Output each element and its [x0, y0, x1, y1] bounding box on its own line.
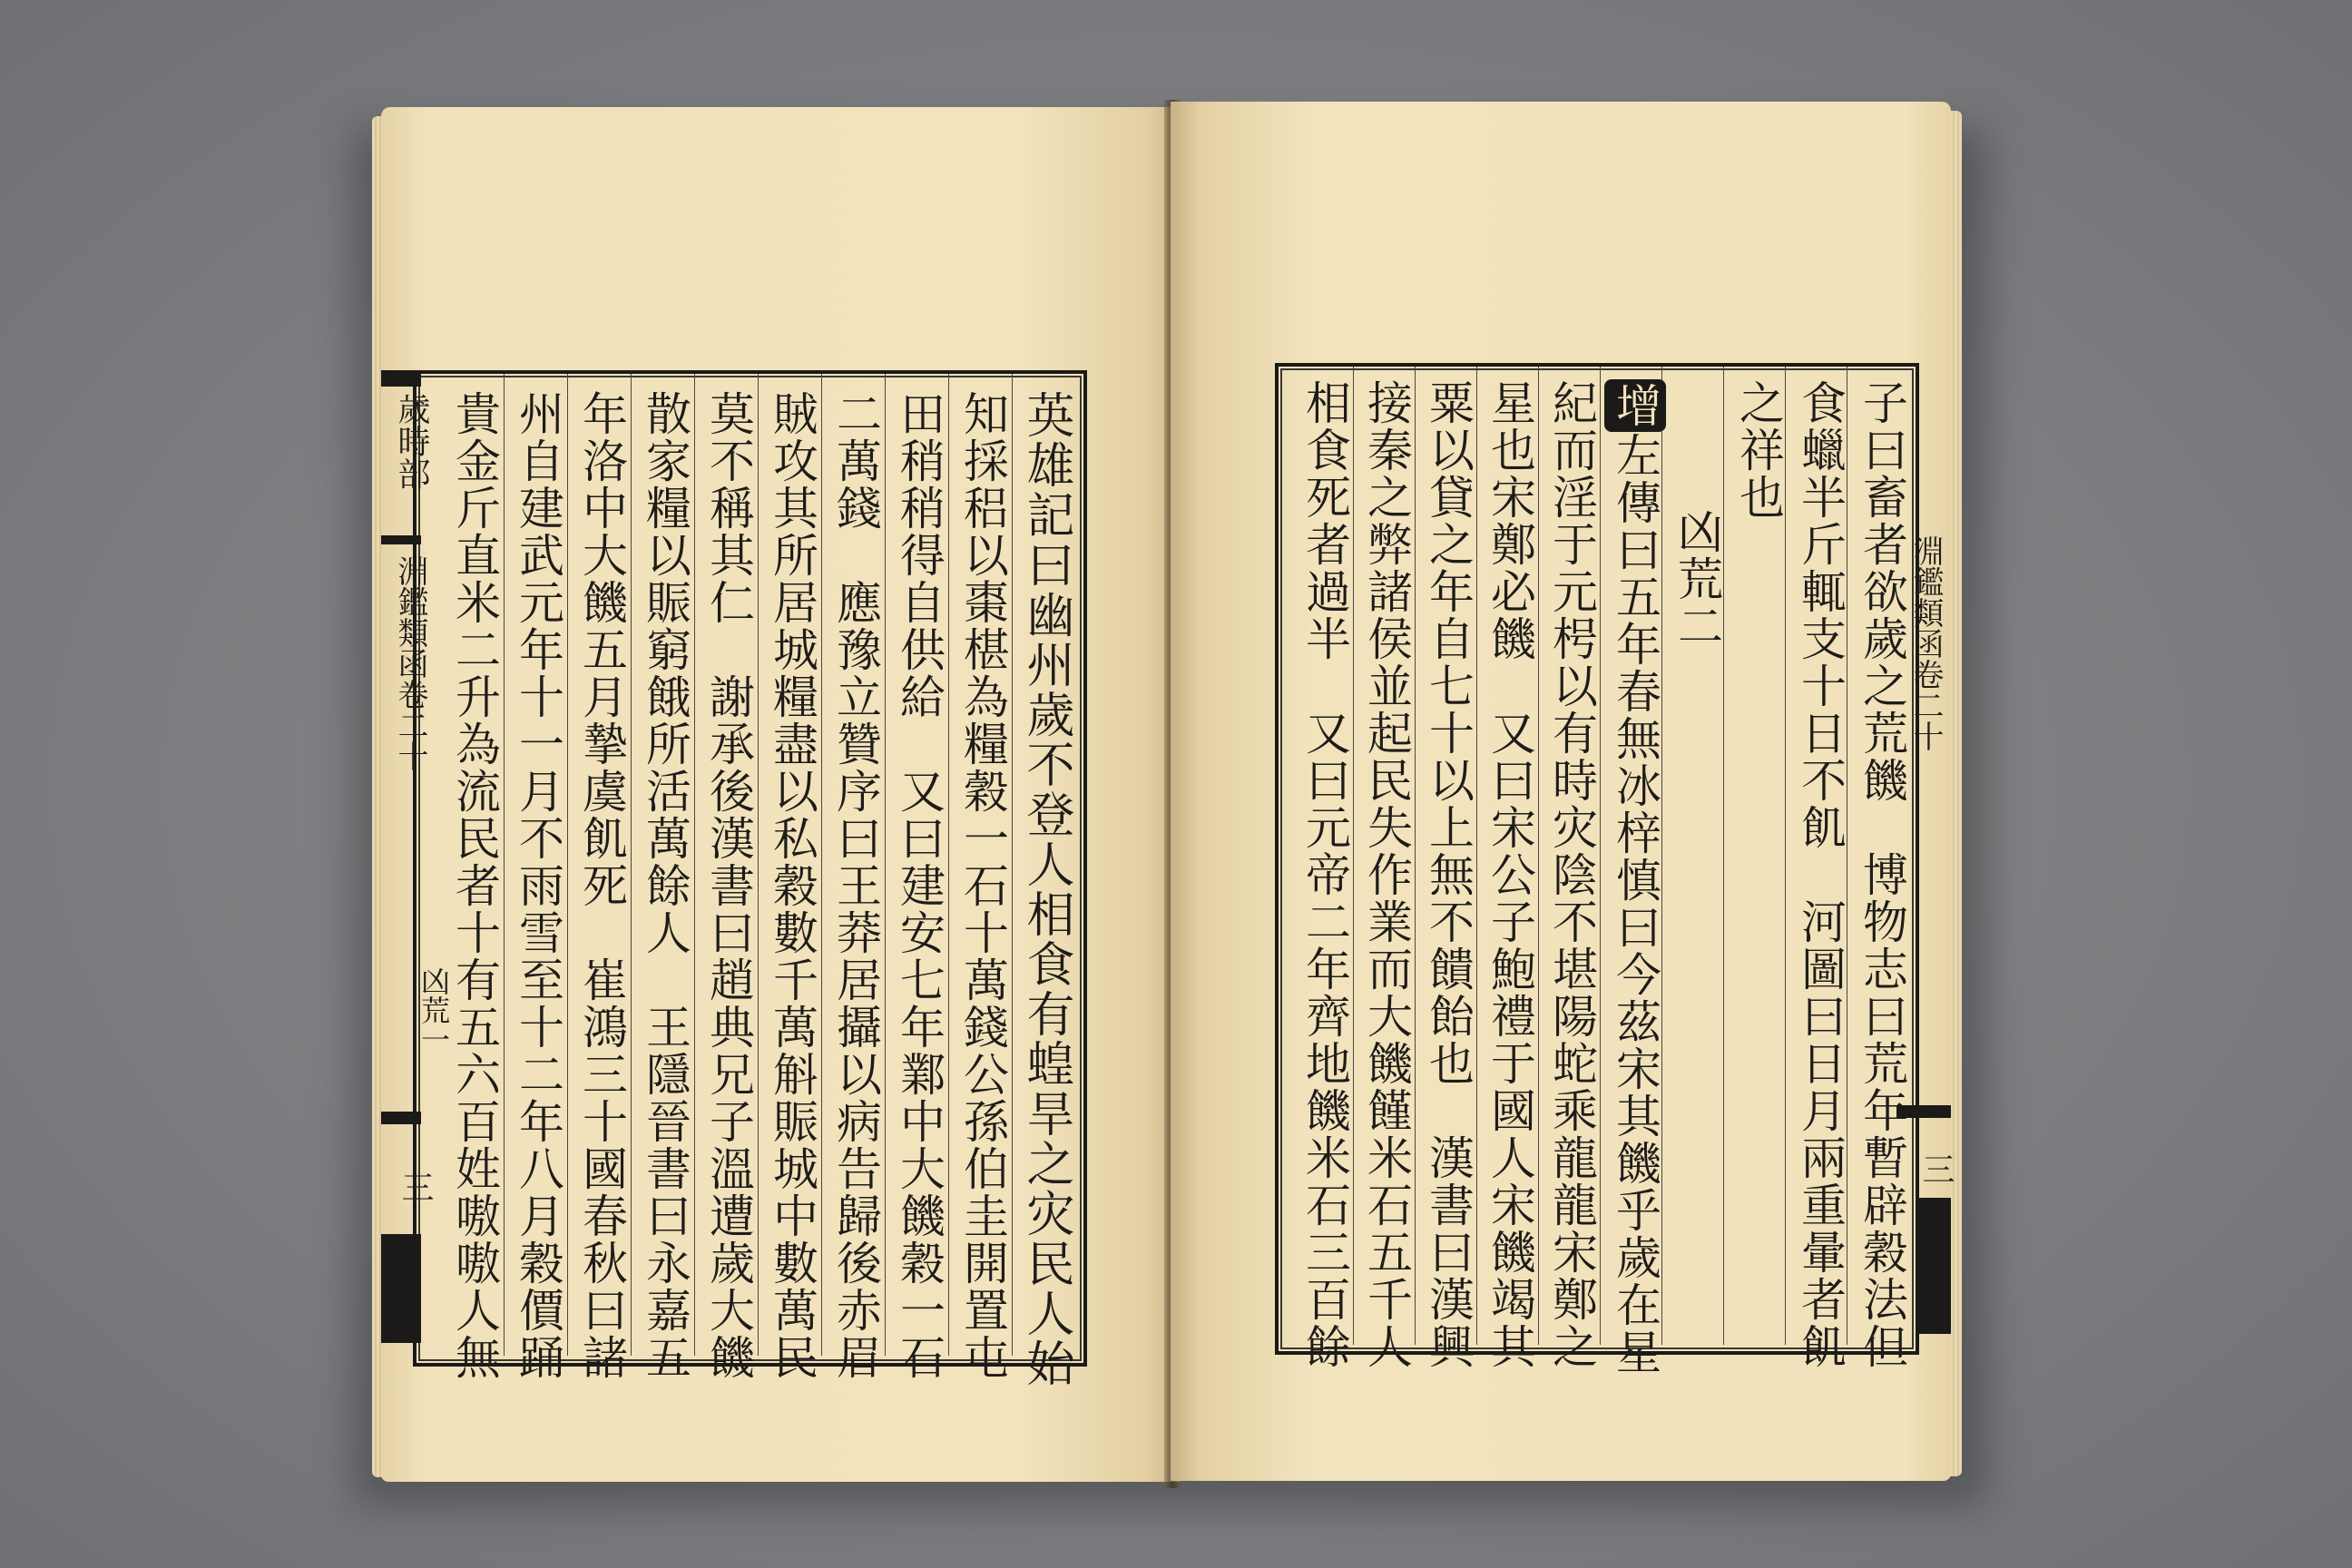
- left-text-column-4: 二萬錢 應豫立贊序曰王莽居攝以病告歸後赤眉: [829, 390, 882, 1381]
- left-text-column-9: 州自建武元年十一月不雨雪至十二年八月穀價踊: [512, 390, 564, 1381]
- left-fishtail-divider: [381, 535, 421, 544]
- right-section-heading: 凶荒二: [1671, 508, 1723, 650]
- right-text-column-2: 食蠟半斤輒支十日不飢 河圖曰日月兩重暈者飢: [1794, 379, 1847, 1370]
- right-text-column-6: 紀而淫于元枵以有時灾陰不堪陽蛇乘龍龍宋鄭之: [1545, 379, 1598, 1370]
- right-margin-black-block: [1916, 1198, 1951, 1334]
- right-text-column-9: 接秦之弊諸侯並起民失作業而大饑饉米石五千人: [1360, 379, 1413, 1370]
- right-margin-folio: 三: [1917, 1152, 1955, 1185]
- right-text-column-8: 粟以貸之年自七十以上無不饋飴也 漢書曰漢興: [1422, 379, 1475, 1370]
- left-fishtail-bottom: [381, 1112, 421, 1124]
- right-text-column-10: 相食死者過半 又曰元帝二年齊地饑米石三百餘: [1298, 379, 1351, 1370]
- left-text-column-3: 田稍稍得自供給 又曰建安七年鄴中大饑穀一石: [893, 390, 946, 1381]
- left-text-column-8: 年洛中大饑五月摯虞飢死 崔鴻三十國春秋曰諸: [575, 390, 628, 1381]
- left-text-column-2: 知採稆以棗椹為糧穀一石十萬錢公孫伯圭開置屯: [956, 390, 1009, 1381]
- right-text-column-7: 星也宋鄭必饑 又曰宋公子鮑禮于國人宋饑竭其: [1484, 379, 1536, 1370]
- left-text-column-6: 莫不稱其仁 謝承後漢書曰趙典兄子溫遭歲大饑: [702, 390, 755, 1381]
- left-margin-category: 凶荒一: [416, 966, 451, 1054]
- right-margin-title: 淵鑑類函卷二十: [1907, 535, 1944, 751]
- addition-marker: 增: [1604, 379, 1666, 432]
- left-text-column-7: 散家糧以賑窮餓所活萬餘人 王隱晉書曰永嘉五: [639, 390, 691, 1381]
- left-margin-folio: 三: [397, 1171, 434, 1203]
- right-text-column-5-text: 左傳曰五年春無冰梓慎曰今茲宋其饑乎歲在星: [1609, 432, 1661, 1376]
- right-text-column-3: 之祥也: [1732, 379, 1785, 521]
- left-margin-title: 淵鑑類函卷二十: [392, 555, 428, 771]
- right-text-column-5: [1604, 379, 1666, 1376]
- left-margin-section: 歲時部: [393, 392, 430, 490]
- left-fishtail-top: [381, 370, 421, 387]
- left-text-column-10: 貴金斤直米二升為流民者十有五六百姓嗷嗷人無: [448, 390, 501, 1381]
- left-margin-black-block: [381, 1234, 421, 1343]
- right-text-column-1: 子曰畜者欲歲之荒饑 博物志曰荒年暫辟穀法但: [1856, 379, 1908, 1370]
- left-text-column-5: 賊攻其所居城糧盡以私穀數千萬斛賑城中數萬民: [766, 390, 818, 1381]
- left-text-column-1: 英雄記曰幽州歲不登人相食有蝗旱之灾民人始: [1019, 390, 1074, 1388]
